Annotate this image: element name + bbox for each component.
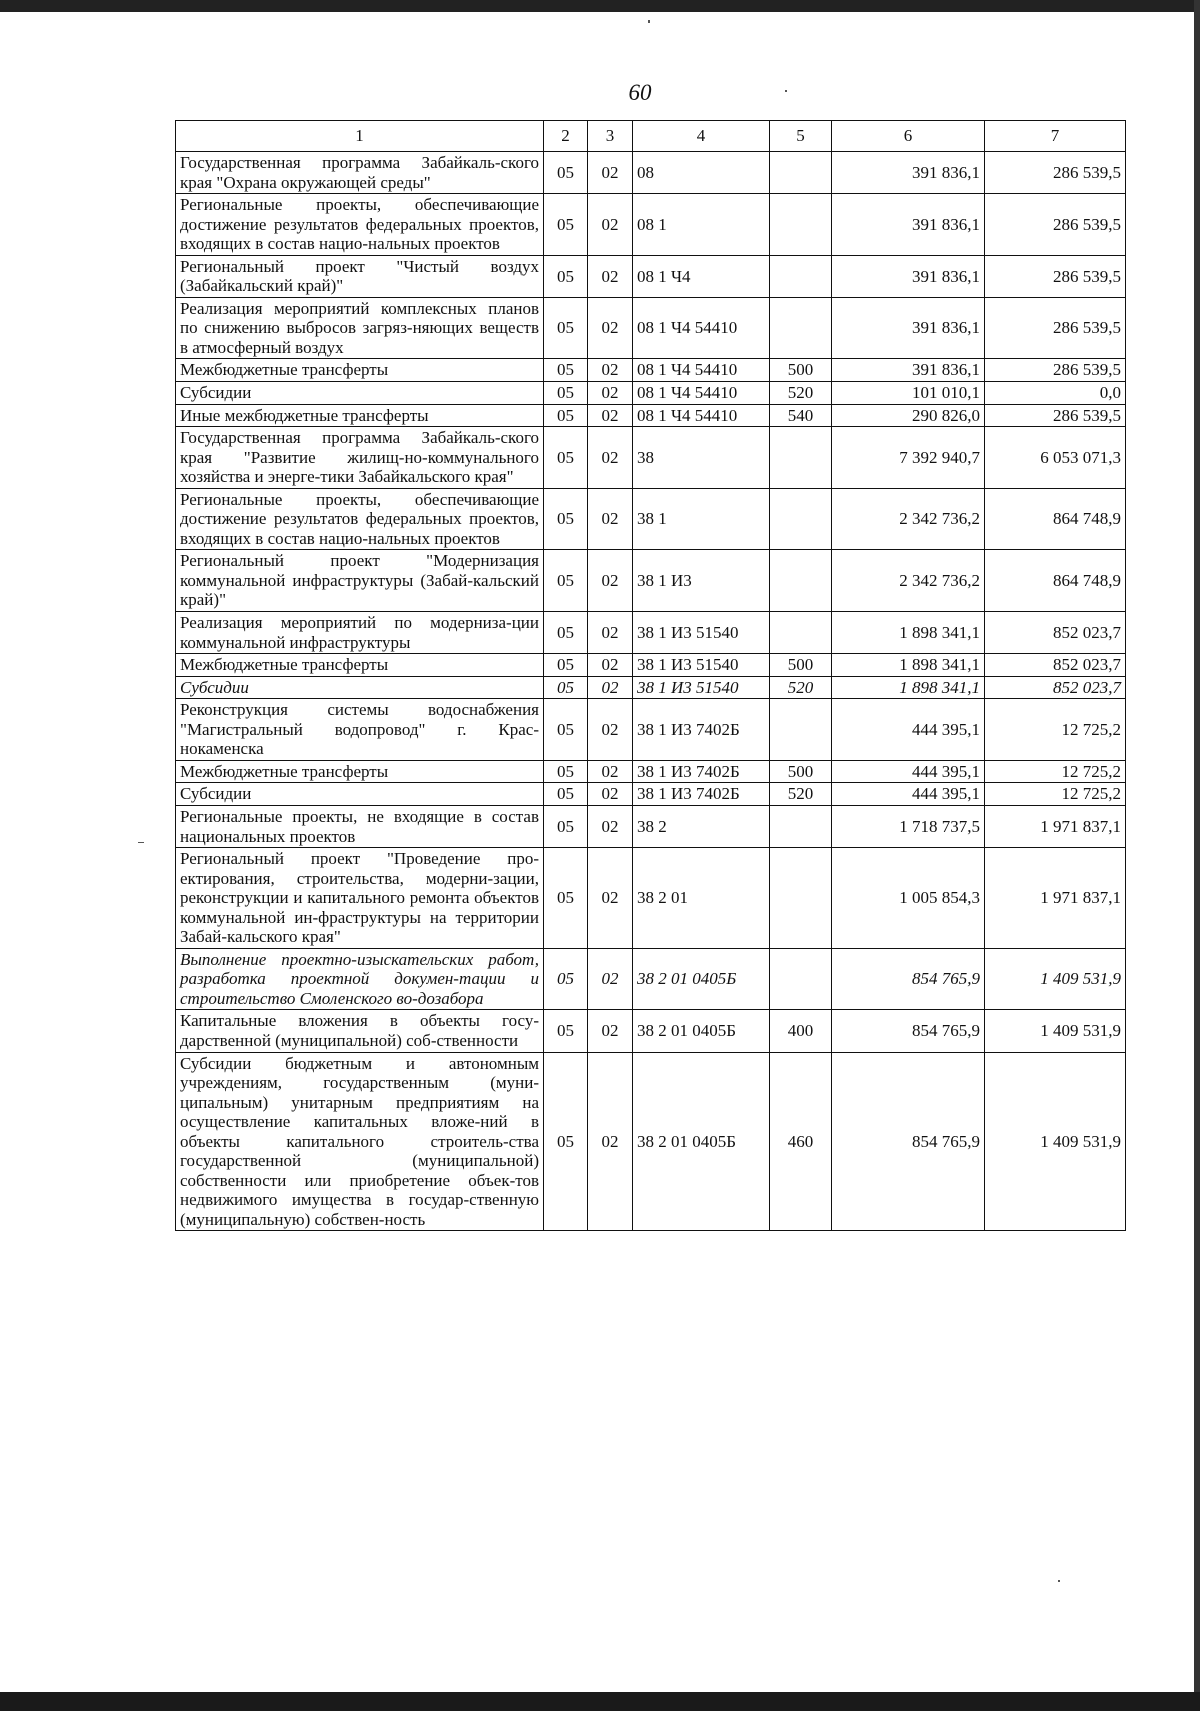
- amount-col-7: 1 971 837,1: [985, 805, 1126, 847]
- subsection-code: 02: [588, 805, 633, 847]
- expense-type-code: 520: [770, 382, 832, 405]
- table-row: [176, 382, 1126, 405]
- section-code: 05: [544, 1010, 588, 1052]
- target-article-code: 38: [633, 427, 770, 489]
- expense-type-code: 500: [770, 760, 832, 783]
- expense-type-code: 500: [770, 654, 832, 677]
- row-name: Реконструкция системы водоснабжения "Магистральный водопровод" г. Крас-нокаменска: [176, 699, 544, 761]
- column-header-4: 4: [633, 121, 770, 152]
- section-code: 05: [544, 1052, 588, 1231]
- table-row: [176, 297, 1126, 359]
- scan-top-edge: [0, 0, 1200, 12]
- amount-col-7: 286 539,5: [985, 297, 1126, 359]
- target-article-code: 38 1 И3: [633, 550, 770, 612]
- subsection-code: 02: [588, 382, 633, 405]
- subsection-code: 02: [588, 427, 633, 489]
- amount-col-6: 2 342 736,2: [832, 488, 985, 550]
- section-code: 05: [544, 948, 588, 1010]
- amount-col-6: 2 342 736,2: [832, 550, 985, 612]
- row-name: Иные межбюджетные трансферты: [176, 404, 544, 427]
- amount-col-7: 864 748,9: [985, 550, 1126, 612]
- amount-col-7: 286 539,5: [985, 404, 1126, 427]
- target-article-code: 38 1 И3 7402Б: [633, 783, 770, 806]
- subsection-code: 02: [588, 194, 633, 256]
- subsection-code: 02: [588, 948, 633, 1010]
- amount-col-7: 1 971 837,1: [985, 848, 1126, 949]
- expense-type-code: [770, 255, 832, 297]
- amount-col-7: 852 023,7: [985, 612, 1126, 654]
- row-name: Реализация мероприятий комплексных планов по снижению выбросов загряз-няющих веществ в атмосферный воздух: [176, 297, 544, 359]
- table-row: [176, 783, 1126, 806]
- section-code: 05: [544, 152, 588, 194]
- column-header-2: 2: [544, 121, 588, 152]
- target-article-code: 08 1 Ч4 54410: [633, 297, 770, 359]
- subsection-code: 02: [588, 152, 633, 194]
- row-name: Межбюджетные трансферты: [176, 760, 544, 783]
- scan-speck: [138, 842, 144, 843]
- expense-type-code: [770, 427, 832, 489]
- subsection-code: 02: [588, 297, 633, 359]
- row-name: Региональный проект "Проведение про-ектирования, строительства, модерни-зации, реконструкции и капитального ремонта объектов коммунальной ин-фраструктуры на территории Забай-кальского края": [176, 848, 544, 949]
- amount-col-7: 864 748,9: [985, 488, 1126, 550]
- table-row: [176, 654, 1126, 677]
- scan-speck: [1058, 1580, 1060, 1582]
- amount-col-7: 1 409 531,9: [985, 948, 1126, 1010]
- expense-type-code: [770, 848, 832, 949]
- target-article-code: 38 2 01: [633, 848, 770, 949]
- expense-type-code: [770, 152, 832, 194]
- amount-col-7: 0,0: [985, 382, 1126, 405]
- column-header-1: 1: [176, 121, 544, 152]
- amount-col-6: 391 836,1: [832, 194, 985, 256]
- table-row: [176, 194, 1126, 256]
- table-row: [176, 488, 1126, 550]
- amount-col-7: 12 725,2: [985, 783, 1126, 806]
- amount-col-6: 391 836,1: [832, 297, 985, 359]
- amount-col-6: 1 718 737,5: [832, 805, 985, 847]
- expense-type-code: [770, 699, 832, 761]
- expense-type-code: [770, 948, 832, 1010]
- expense-type-code: [770, 297, 832, 359]
- section-code: 05: [544, 550, 588, 612]
- subsection-code: 02: [588, 848, 633, 949]
- section-code: 05: [544, 194, 588, 256]
- amount-col-6: 854 765,9: [832, 948, 985, 1010]
- amount-col-7: 852 023,7: [985, 654, 1126, 677]
- expense-type-code: [770, 612, 832, 654]
- target-article-code: 08 1 Ч4 54410: [633, 382, 770, 405]
- row-name: Региональные проекты, не входящие в состав национальных проектов: [176, 805, 544, 847]
- table-row: [176, 948, 1126, 1010]
- amount-col-6: 391 836,1: [832, 152, 985, 194]
- amount-col-6: 1 898 341,1: [832, 612, 985, 654]
- expense-type-code: [770, 194, 832, 256]
- amount-col-6: 1 898 341,1: [832, 654, 985, 677]
- expense-type-code: 500: [770, 359, 832, 382]
- expense-type-code: 520: [770, 676, 832, 699]
- subsection-code: 02: [588, 654, 633, 677]
- target-article-code: 38 2: [633, 805, 770, 847]
- section-code: 05: [544, 404, 588, 427]
- column-header-3: 3: [588, 121, 633, 152]
- subsection-code: 02: [588, 612, 633, 654]
- amount-col-6: 854 765,9: [832, 1010, 985, 1052]
- target-article-code: 38 1 И3 51540: [633, 676, 770, 699]
- row-name: Региональный проект "Модернизация коммунальной инфраструктуры (Забай-кальский край)": [176, 550, 544, 612]
- table-row: [176, 805, 1126, 847]
- subsection-code: 02: [588, 699, 633, 761]
- section-code: 05: [544, 676, 588, 699]
- section-code: 05: [544, 488, 588, 550]
- amount-col-6: 391 836,1: [832, 359, 985, 382]
- table-row: [176, 404, 1126, 427]
- amount-col-6: 1 005 854,3: [832, 848, 985, 949]
- row-name: Межбюджетные трансферты: [176, 359, 544, 382]
- row-name: Межбюджетные трансферты: [176, 654, 544, 677]
- subsection-code: 02: [588, 783, 633, 806]
- table-row: [176, 1010, 1126, 1052]
- column-header-7: 7: [985, 121, 1126, 152]
- section-code: 05: [544, 255, 588, 297]
- row-name: Выполнение проектно-изыскательских работ, разработка проектной докумен-тации и строительство Смоленского во-дозабора: [176, 948, 544, 1010]
- target-article-code: 38 1 И3 7402Б: [633, 760, 770, 783]
- subsection-code: 02: [588, 1052, 633, 1231]
- target-article-code: 08 1: [633, 194, 770, 256]
- section-code: 05: [544, 382, 588, 405]
- row-name: Субсидии бюджетным и автономным учреждениям, государственным (муни-ципальным) унитарным предприятиям на осуществление капитальных вложе-ний в объекты капитального строитель-ства государственной (муниципальной) собственности или приобретение объек-тов недвижимого имущества в государ-ственную (муниципальную) собствен-ность: [176, 1052, 544, 1231]
- column-header-6: 6: [832, 121, 985, 152]
- row-name: Субсидии: [176, 382, 544, 405]
- table-row: [176, 612, 1126, 654]
- subsection-code: 02: [588, 255, 633, 297]
- table-row: [176, 848, 1126, 949]
- table-row: [176, 427, 1126, 489]
- column-header-5: 5: [770, 121, 832, 152]
- budget-table: [175, 120, 1126, 1231]
- amount-col-6: 7 392 940,7: [832, 427, 985, 489]
- subsection-code: 02: [588, 359, 633, 382]
- section-code: 05: [544, 783, 588, 806]
- section-code: 05: [544, 699, 588, 761]
- amount-col-6: 854 765,9: [832, 1052, 985, 1231]
- amount-col-7: 1 409 531,9: [985, 1010, 1126, 1052]
- scan-speck: [648, 20, 650, 23]
- scan-bottom-edge: [0, 1692, 1200, 1711]
- table-row: [176, 760, 1126, 783]
- target-article-code: 08 1 Ч4 54410: [633, 359, 770, 382]
- header-row: [176, 121, 1126, 152]
- table-row: [176, 255, 1126, 297]
- table-row: [176, 550, 1126, 612]
- amount-col-7: 286 539,5: [985, 152, 1126, 194]
- expense-type-code: [770, 488, 832, 550]
- row-name: Субсидии: [176, 783, 544, 806]
- target-article-code: 38 1 И3 51540: [633, 612, 770, 654]
- section-code: 05: [544, 297, 588, 359]
- table-row: [176, 1052, 1126, 1231]
- table-row: [176, 699, 1126, 761]
- section-code: 05: [544, 427, 588, 489]
- scan-right-edge: [1194, 0, 1200, 1711]
- amount-col-7: 12 725,2: [985, 699, 1126, 761]
- expense-type-code: [770, 550, 832, 612]
- amount-col-6: 290 826,0: [832, 404, 985, 427]
- section-code: 05: [544, 848, 588, 949]
- amount-col-6: 1 898 341,1: [832, 676, 985, 699]
- expense-type-code: 520: [770, 783, 832, 806]
- expense-type-code: 400: [770, 1010, 832, 1052]
- target-article-code: 38 1: [633, 488, 770, 550]
- amount-col-6: 444 395,1: [832, 783, 985, 806]
- table-row: [176, 152, 1126, 194]
- target-article-code: 08 1 Ч4: [633, 255, 770, 297]
- amount-col-6: 101 010,1: [832, 382, 985, 405]
- target-article-code: 38 2 01 0405Б: [633, 1052, 770, 1231]
- expense-type-code: [770, 805, 832, 847]
- amount-col-7: 6 053 071,3: [985, 427, 1126, 489]
- row-name: Государственная программа Забайкаль-ского края "Развитие жилищ-но-коммунального хозяйства и энерге-тики Забайкальского края": [176, 427, 544, 489]
- row-name: Государственная программа Забайкаль-ского края "Охрана окружающей среды": [176, 152, 544, 194]
- section-code: 05: [544, 760, 588, 783]
- table-row: [176, 676, 1126, 699]
- row-name: Региональные проекты, обеспечивающие достижение результатов федеральных проектов, входящих в состав нацио-нальных проектов: [176, 194, 544, 256]
- subsection-code: 02: [588, 488, 633, 550]
- target-article-code: 38 2 01 0405Б: [633, 1010, 770, 1052]
- subsection-code: 02: [588, 404, 633, 427]
- section-code: 05: [544, 805, 588, 847]
- row-name: Реализация мероприятий по модерниза-ции коммунальной инфраструктуры: [176, 612, 544, 654]
- row-name: Субсидии: [176, 676, 544, 699]
- row-name: Региональные проекты, обеспечивающие достижение результатов федеральных проектов, входящих в состав нацио-нальных проектов: [176, 488, 544, 550]
- amount-col-7: 286 539,5: [985, 194, 1126, 256]
- amount-col-6: 391 836,1: [832, 255, 985, 297]
- section-code: 05: [544, 359, 588, 382]
- amount-col-7: 286 539,5: [985, 359, 1126, 382]
- amount-col-7: 852 023,7: [985, 676, 1126, 699]
- section-code: 05: [544, 654, 588, 677]
- target-article-code: 38 2 01 0405Б: [633, 948, 770, 1010]
- page-number: 60: [628, 80, 652, 105]
- amount-col-7: 1 409 531,9: [985, 1052, 1126, 1231]
- amount-col-6: 444 395,1: [832, 699, 985, 761]
- amount-col-7: 12 725,2: [985, 760, 1126, 783]
- target-article-code: 08: [633, 152, 770, 194]
- row-name: Региональный проект "Чистый воздух (Забайкальский край)": [176, 255, 544, 297]
- amount-col-7: 286 539,5: [985, 255, 1126, 297]
- subsection-code: 02: [588, 550, 633, 612]
- table-row: [176, 359, 1126, 382]
- target-article-code: 38 1 И3 7402Б: [633, 699, 770, 761]
- row-name: Капитальные вложения в объекты госу-дарственной (муниципальной) соб-ственности: [176, 1010, 544, 1052]
- subsection-code: 02: [588, 760, 633, 783]
- expense-type-code: 540: [770, 404, 832, 427]
- target-article-code: 38 1 И3 51540: [633, 654, 770, 677]
- expense-type-code: 460: [770, 1052, 832, 1231]
- target-article-code: 08 1 Ч4 54410: [633, 404, 770, 427]
- amount-col-6: 444 395,1: [832, 760, 985, 783]
- subsection-code: 02: [588, 1010, 633, 1052]
- scan-speck: [785, 90, 787, 92]
- subsection-code: 02: [588, 676, 633, 699]
- section-code: 05: [544, 612, 588, 654]
